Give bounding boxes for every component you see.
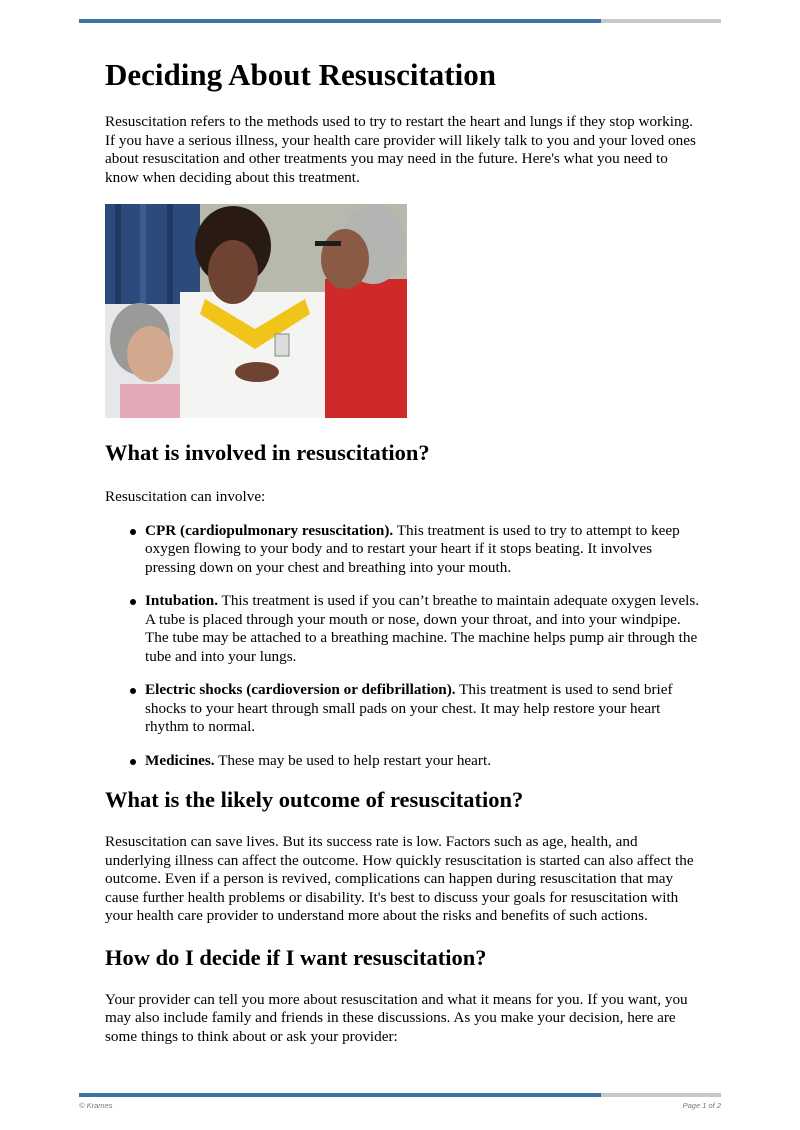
outcome-paragraph: Resuscitation can save lives. But its success rate is low. Factors such as age, health, and underlying illness can affect the outcome. How quickly resuscitation is started can also affect the outcome. Even if a person is revived, complications can happen during resuscitation that may cause further health problems or disability. It's best to discuss your goals for resuscitation with your health care provider to understand more about the risks and benefits of such actions. — [105, 833, 694, 924]
list-item-term: Electric shocks (cardioversion or defibrillation). — [145, 681, 456, 698]
list-item-term: Intubation. — [145, 592, 219, 609]
footer-page-number: Page 1 of 2 — [682, 1101, 721, 1110]
list-item — [145, 522, 705, 578]
list-item — [145, 752, 705, 771]
section-lead: Resuscitation can involve: — [105, 488, 266, 505]
list-item-text: This treatment is used if you can’t breathe to maintain adequate oxygen levels. A tube is placed through your mouth or nose, down your throat, and into your windpipe. The tube may be attached to a breathing machine. The machine helps pump air through the tube and into your lungs. — [145, 592, 700, 665]
footer-copyright: © Krames — [79, 1101, 113, 1110]
list-item — [145, 681, 705, 737]
intro-paragraph: Resuscitation refers to the methods used to try to restart the heart and lungs if they stop working. If you have a serious illness, your health care provider will likely talk to you and your loved ones about resuscitation and other treatments you may need in the future. Here's what you need to know when deciding about this treatment. — [105, 113, 696, 186]
list-item-term: Medicines. — [145, 751, 215, 769]
list-item-text: This treatment is used to try to attempt to keep oxygen flowing to your body and to restart your heart if it stops beating. It involves pressing down on your chest and breathing into your mouth. — [145, 521, 680, 576]
page-title: Deciding About Resuscitation — [105, 57, 496, 92]
list-item-text: These may be used to help restart your heart. — [214, 751, 491, 769]
header-bar-fill — [79, 19, 601, 23]
footer-progress-bar — [79, 1093, 721, 1097]
consultation-photo — [105, 204, 407, 418]
section-heading-involved: What is involved in resuscitation? — [105, 440, 430, 465]
list-item-term: CPR (cardiopulmonary resuscitation). — [145, 521, 394, 539]
list-item-text: This treatment is used to send brief shocks to your heart through small pads on your chest. It may help restore your heart rhythm to normal. — [145, 681, 673, 735]
section-heading-outcome: What is the likely outcome of resuscitation? — [105, 787, 524, 812]
section-heading-decide: How do I decide if I want resuscitation? — [105, 944, 487, 970]
treatment-list — [105, 522, 705, 771]
document-body — [105, 55, 705, 1046]
list-item — [145, 592, 705, 666]
decide-paragraph: Your provider can tell you more about resuscitation and what it means for you. If you want, you may also include family and friends in these discussions. As you make your decision, here are some things to think about or ask your provider: — [105, 990, 688, 1045]
footer-bar-fill — [79, 1093, 601, 1097]
header-progress-bar — [79, 19, 721, 23]
